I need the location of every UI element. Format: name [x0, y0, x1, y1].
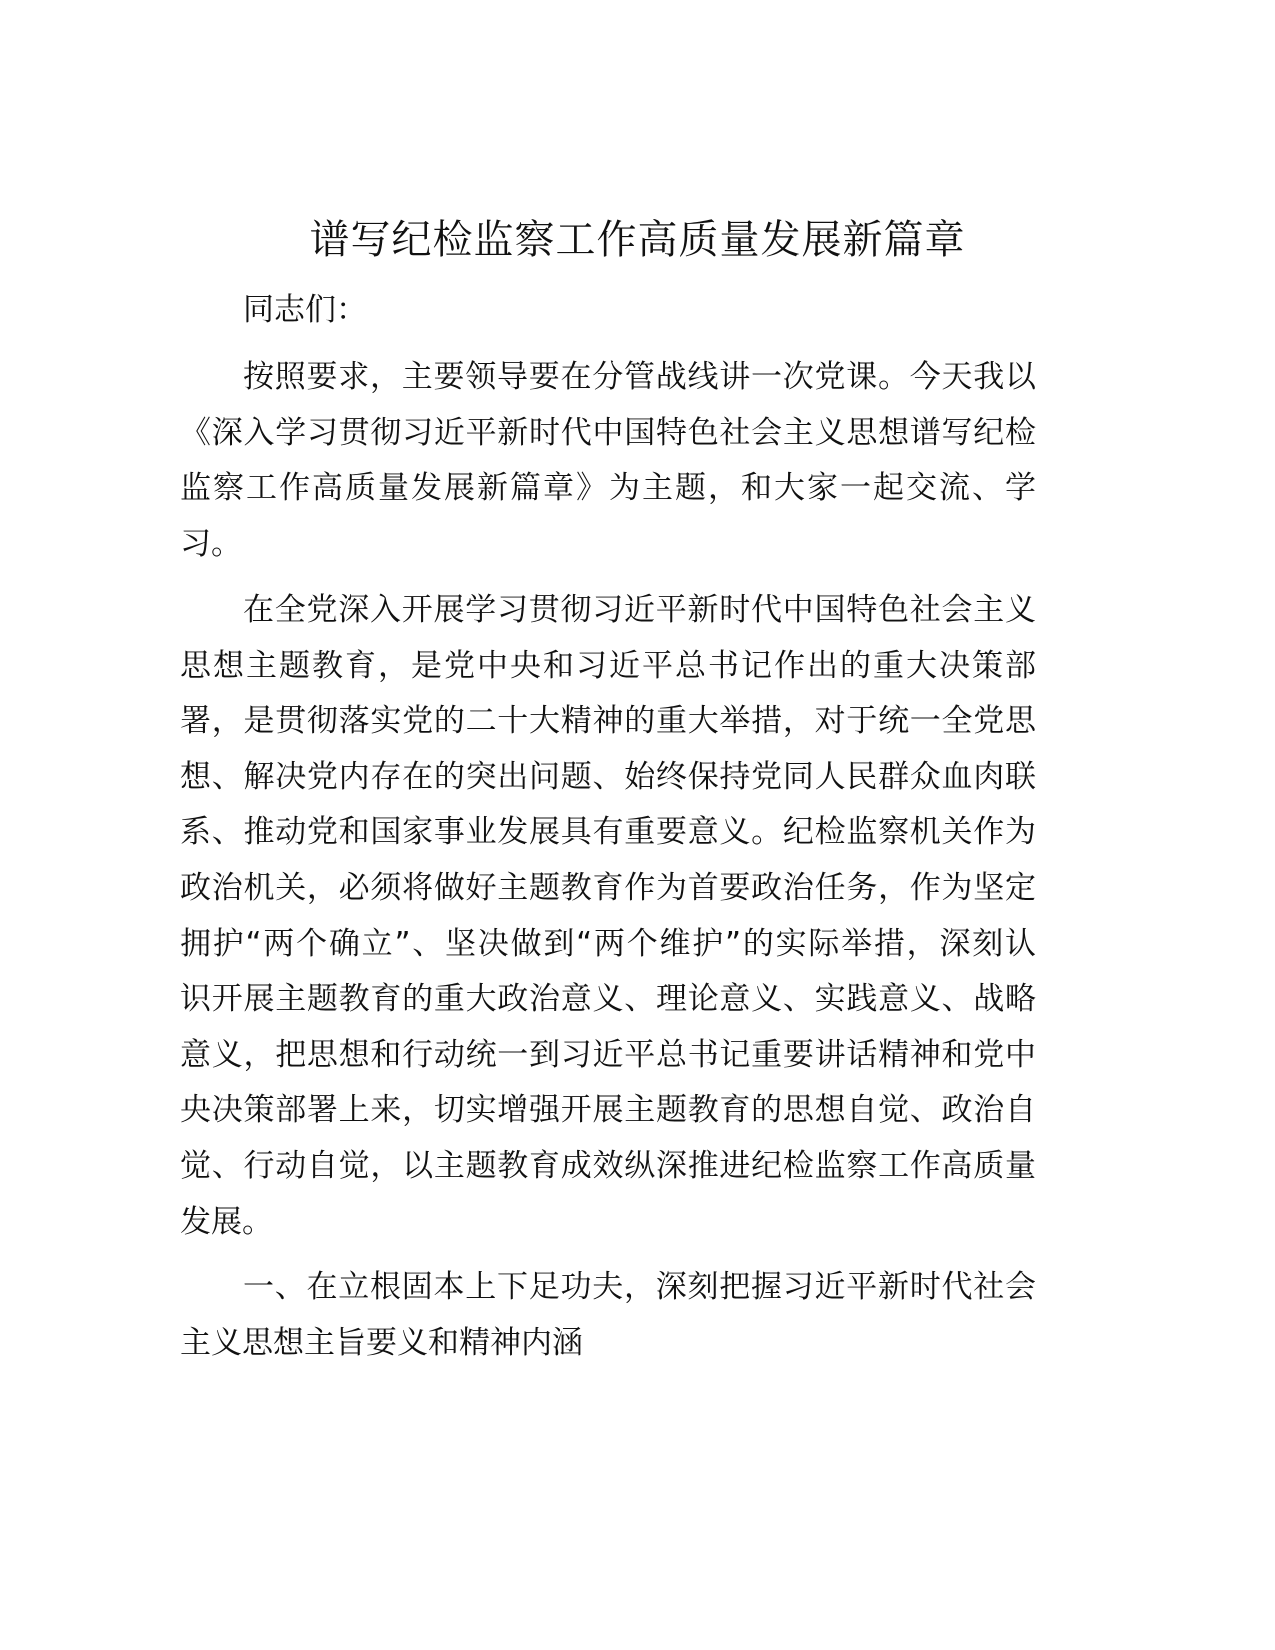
text-line: 政治机关，必须将做好主题教育作为首要政治任务，作为坚定	[180, 869, 1036, 906]
paragraph-intro	[180, 350, 1036, 572]
section-heading-1	[180, 1260, 1036, 1371]
document-title: 谱写纪检监察工作高质量发展新篇章	[309, 217, 966, 263]
text-line: 意义，把思想和行动统一到习近平总书记重要讲话精神和党中	[180, 1036, 1036, 1073]
text-line: 识开展主题教育的重大政治意义、理论意义、实践意义、战略	[180, 981, 1036, 1018]
text-line: 在全党深入开展学习贯彻习近平新时代中国特色社会主义	[243, 592, 1036, 628]
text-line: 想、解决党内存在的突出问题、始终保持党同人民群众血肉联	[180, 758, 1036, 795]
greeting-text: 同志们：	[243, 292, 367, 328]
text-line: 《深入学习贯彻习近平新时代中国特色社会主义思想谱写纪检	[180, 414, 1036, 451]
text-line: 系、推动党和国家事业发展具有重要意义。纪检监察机关作为	[180, 814, 1036, 851]
text-line: 署，是贯彻落实党的二十大精神的重大举措，对于统一全党思	[180, 703, 1036, 740]
text-line: 思想主题教育，是党中央和习近平总书记作出的重大决策部	[180, 647, 1036, 684]
text-line: 拥护“两个确立”、坚决做到“两个维护”的实际举措，深刻认	[180, 925, 1036, 962]
text-line: 习。	[180, 525, 242, 562]
text-line: 一、在立根固本上下足功夫，深刻把握习近平新时代社会	[243, 1269, 1036, 1305]
text-line: 监察工作高质量发展新篇章》为主题，和大家一起交流、学	[180, 470, 1036, 507]
text-line: 主义思想主旨要义和精神内涵	[180, 1324, 583, 1361]
text-line: 央决策部署上来，切实增强开展主题教育的思想自觉、政治自	[180, 1092, 1036, 1129]
text-line: 发展。	[180, 1203, 273, 1240]
paragraph-body	[180, 583, 1036, 1250]
greeting	[180, 283, 1036, 339]
text-line: 按照要求，主要领导要在分管战线讲一次党课。今天我以	[243, 359, 1036, 395]
text-line: 觉、行动自觉，以主题教育成效纵深推进纪检监察工作高质量	[180, 1147, 1036, 1184]
